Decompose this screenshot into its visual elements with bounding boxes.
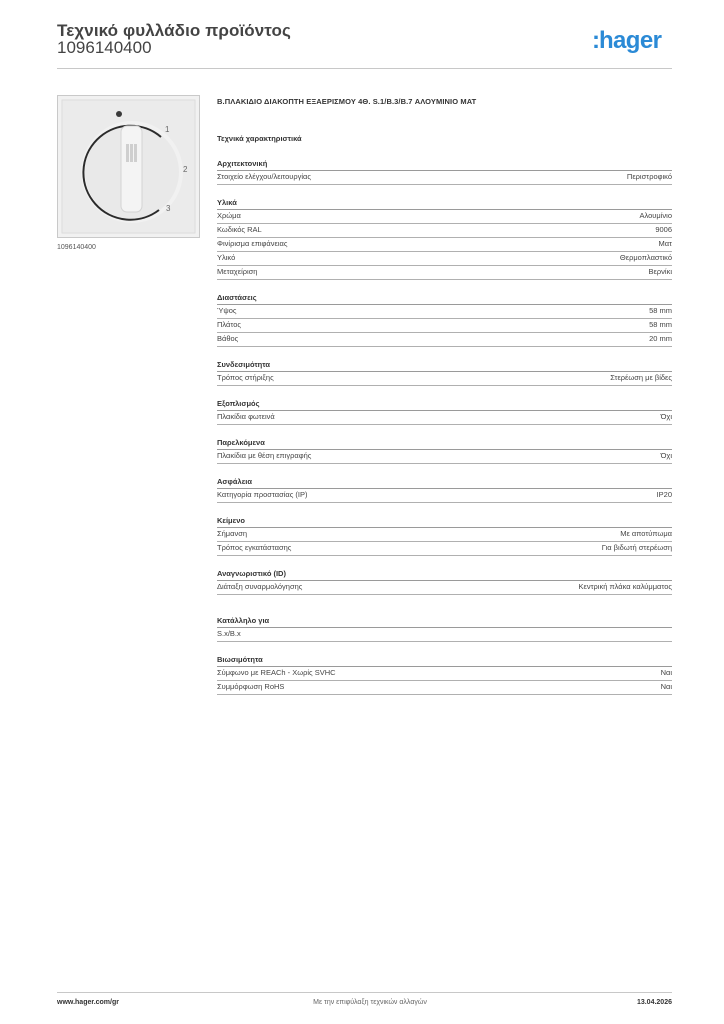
spec-row bbox=[217, 667, 672, 681]
spec-label: Διάταξη συναρμολόγησης bbox=[217, 582, 303, 591]
spec-group bbox=[217, 292, 672, 347]
specs-heading: Τεχνικά χαρακτηριστικά bbox=[217, 134, 302, 143]
spec-value: 58 mm bbox=[649, 320, 672, 329]
spec-row bbox=[217, 489, 672, 503]
spec-group-sustainability bbox=[217, 654, 672, 695]
spec-group-title: Αρχιτεκτονική bbox=[217, 158, 672, 171]
spec-group bbox=[217, 197, 672, 280]
spec-group bbox=[217, 568, 672, 595]
spec-label: Στοιχείο ελέγχου/λειτουργίας bbox=[217, 172, 311, 181]
spec-label: Χρώμα bbox=[217, 211, 241, 220]
spec-row bbox=[217, 305, 672, 319]
spec-value: Ματ bbox=[658, 239, 672, 248]
product-title: Β.ΠΛΑΚΙΔΙΟ ΔΙΑΚΟΠΤΗ ΕΞΑΕΡΙΣΜΟΥ 4Θ. S.1/B.3/B.7 ΑΛΟΥΜΙΝΙΟ ΜΑΤ bbox=[217, 97, 477, 106]
spec-group-title: Συνδεσιμότητα bbox=[217, 359, 672, 372]
footer-website[interactable]: www.hager.com/gr bbox=[57, 999, 119, 1006]
spec-row bbox=[217, 628, 672, 642]
header-divider bbox=[57, 68, 672, 69]
spec-row bbox=[217, 266, 672, 280]
spec-label: Μεταχείριση bbox=[217, 267, 258, 276]
spec-group bbox=[217, 437, 672, 464]
dial-label-1: 1 bbox=[165, 125, 170, 134]
article-number: 1096140400 bbox=[57, 38, 152, 57]
spec-row bbox=[217, 450, 672, 464]
spec-row bbox=[217, 319, 672, 333]
spec-label: Σήμανση bbox=[217, 529, 248, 538]
spec-row bbox=[217, 171, 672, 185]
hager-logo: :hager bbox=[592, 27, 662, 54]
spec-value: Στερέωση με βίδες bbox=[610, 373, 672, 382]
spec-row bbox=[217, 333, 672, 347]
spec-row bbox=[217, 681, 672, 695]
spec-row bbox=[217, 224, 672, 238]
page-title: Τεχνικό φυλλάδιο προϊόντος bbox=[57, 21, 291, 40]
spec-label: Υλικό bbox=[217, 253, 236, 262]
spec-label: Πλακίδια με θέση επιγραφής bbox=[217, 451, 312, 460]
spec-label: Πλάτος bbox=[217, 320, 242, 329]
spec-group-title: Αναγνωριστικό (ID) bbox=[217, 568, 672, 581]
spec-group-title: Βιωσιμότητα bbox=[217, 654, 672, 667]
spec-value: 58 mm bbox=[649, 306, 672, 315]
spec-row bbox=[217, 210, 672, 224]
dial-label-2: 2 bbox=[183, 165, 188, 174]
image-caption: 1096140400 bbox=[57, 244, 96, 251]
spec-sheet bbox=[217, 97, 672, 707]
spec-group-title: Υλικά bbox=[217, 197, 672, 210]
spec-value: Ναι bbox=[660, 668, 672, 677]
spec-group-title: Κείμενο bbox=[217, 515, 672, 528]
spec-value: Κεντρική πλάκα καλύμματος bbox=[578, 582, 672, 591]
spec-label: Ύψος bbox=[217, 306, 237, 315]
spec-label: Τρόπος στήριξης bbox=[217, 373, 274, 382]
spec-group-title: Εξοπλισμός bbox=[217, 398, 672, 411]
spec-value: Με αποτύπωμα bbox=[620, 529, 672, 538]
spec-value: Όχι bbox=[660, 451, 672, 460]
spec-label: Πλακίδια φωτεινά bbox=[217, 412, 275, 421]
spec-row bbox=[217, 528, 672, 542]
spec-group bbox=[217, 615, 672, 642]
spec-row bbox=[217, 238, 672, 252]
spec-row bbox=[217, 252, 672, 266]
spec-group bbox=[217, 515, 672, 556]
spec-label: Τρόπος εγκατάστασης bbox=[217, 543, 292, 552]
spec-label: Κωδικός RAL bbox=[217, 225, 262, 234]
spec-value: Όχι bbox=[660, 412, 672, 421]
spec-group bbox=[217, 359, 672, 386]
indicator-dot bbox=[116, 111, 122, 117]
spec-value: IP20 bbox=[656, 490, 672, 499]
spec-row bbox=[217, 581, 672, 595]
spec-groups bbox=[217, 158, 672, 642]
spec-value: Περιστροφικό bbox=[626, 172, 672, 181]
spec-value: Θερμοπλαστικό bbox=[619, 253, 672, 262]
spec-value: 20 mm bbox=[649, 334, 672, 343]
spec-group bbox=[217, 476, 672, 503]
spec-label: Φινίρισμα επιφάνειας bbox=[217, 239, 288, 248]
spec-group-title: Κατάλληλο για bbox=[217, 615, 672, 628]
spec-value: Βερνίκι bbox=[648, 267, 672, 276]
spec-group-title: Παρελκόμενα bbox=[217, 437, 672, 450]
spec-label: Συμμόρφωση RoHS bbox=[217, 682, 285, 691]
spec-label: Βάθος bbox=[217, 334, 239, 343]
spec-row bbox=[217, 372, 672, 386]
spec-group bbox=[217, 158, 672, 185]
footer-note: Με την επιφύλαξη τεχνικών αλλαγών bbox=[313, 999, 427, 1006]
spec-label: S.x/B.x bbox=[217, 629, 241, 638]
logo-text: hager bbox=[599, 27, 662, 54]
spec-value: Αλουμίνιο bbox=[639, 211, 672, 220]
footer-date: 13.04.2026 bbox=[636, 999, 672, 1006]
spec-group-title: Ασφάλεια bbox=[217, 476, 672, 489]
rotary-knob bbox=[121, 126, 142, 212]
product-image bbox=[57, 95, 200, 238]
spec-value: 9006 bbox=[655, 225, 672, 234]
spec-label: Κατηγορία προστασίας (IP) bbox=[217, 490, 308, 499]
spec-value: Για βιδωτή στερέωση bbox=[601, 543, 672, 552]
spec-group-title: Διαστάσεις bbox=[217, 292, 672, 305]
spec-label: Σύμφωνο με REACh - Χωρίς SVHC bbox=[217, 668, 336, 677]
spec-row bbox=[217, 542, 672, 556]
footer-divider bbox=[57, 992, 672, 993]
dial-label-3: 3 bbox=[166, 204, 171, 213]
rotary-switch-plate-image bbox=[58, 96, 199, 237]
spec-group bbox=[217, 398, 672, 425]
spec-value: Ναι bbox=[660, 682, 672, 691]
spec-row bbox=[217, 411, 672, 425]
